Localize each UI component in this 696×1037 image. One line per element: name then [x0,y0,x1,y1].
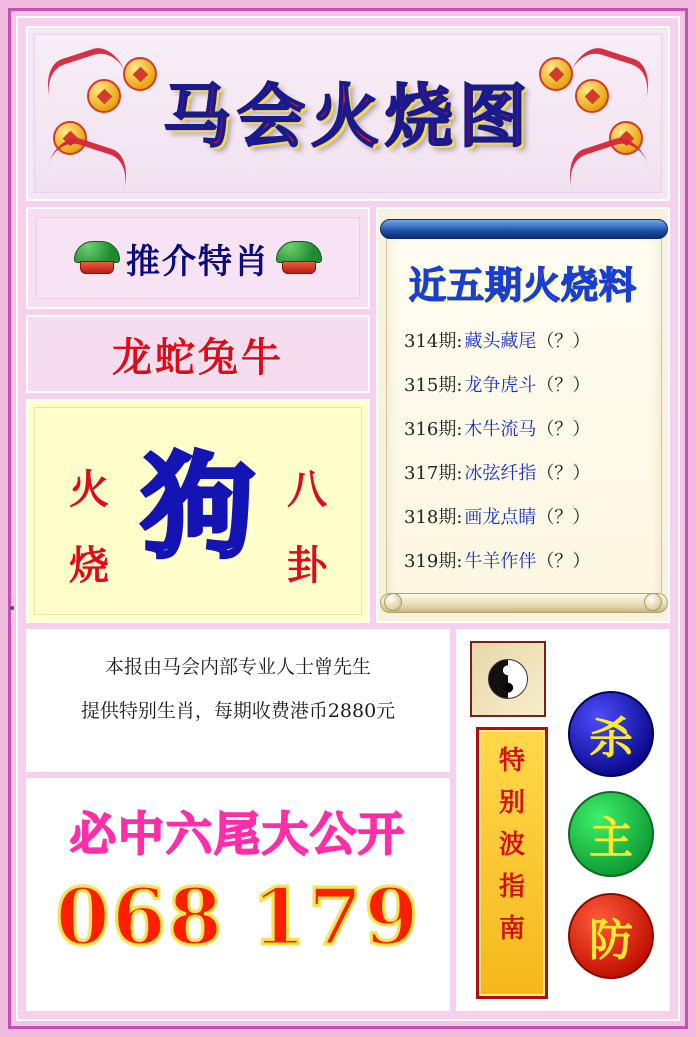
mushroom-icon [276,241,322,275]
recommend-label: 推介特肖 [126,241,270,282]
note-line-2: 提供特别生肖，每期收费港币2880元 [80,700,396,722]
scroll-title: 近五期火烧料 [409,263,637,307]
scroll-knob-left [384,593,402,611]
defend-button[interactable]: 防 [568,893,654,979]
issue-phrase: 龙争虎斗 [464,375,537,396]
huoshao-inner [34,407,362,615]
issue-number: 317期: [404,463,463,484]
issue-phrase: 藏头藏尾 [464,331,537,352]
issue-mark: （？） [536,551,591,572]
issue-mark: （？） [536,463,591,484]
issue-number: 316期: [404,419,463,440]
issue-phrase: 牛羊作伴 [464,551,537,572]
issue-mark: （？） [536,375,591,396]
lottery-number-left: 068 [55,872,225,963]
zodiac-section [26,315,370,393]
issue-mark: （？） [536,331,591,352]
note-section [26,629,450,772]
huoshao-right-bottom: 卦 [287,542,327,589]
issue-number: 315期: [404,375,463,396]
right-panel [456,629,670,1011]
lottery-section [26,778,450,1011]
zodiac-value: 龙蛇兔牛 [112,333,284,381]
title-banner-inner [34,34,662,193]
lottery-number-right: 179 [251,872,421,963]
list-item [404,415,650,441]
vbanner-char-1: 特 [498,746,525,776]
lottery-numbers [28,872,448,963]
scroll-rod-top [380,219,668,239]
list-item [404,459,650,485]
issue-mark: （？） [536,507,591,528]
scroll-list [404,327,650,591]
poster-content [24,24,672,1013]
huoshao-left-bottom: 烧 [69,542,109,589]
mushroom-icon [74,241,120,275]
vertical-banner [476,727,548,999]
list-item [404,327,650,353]
vertical-banner-text [479,740,545,950]
vbanner-char-2: 别 [498,788,525,818]
yin-yang-bagua-icon [470,641,546,717]
issue-mark: （？） [536,419,591,440]
recommend-section [26,207,370,309]
scroll-knob-right [644,593,662,611]
huoshao-left-top: 火 [69,466,109,513]
issue-number: 319期: [404,551,463,572]
huoshao-right-top: 八 [287,466,327,513]
note-text [28,645,448,733]
page-title: 马会火烧图 [162,77,533,157]
list-item [404,503,650,529]
scroll-rod-bottom [380,593,668,613]
kill-button[interactable]: 杀 [568,691,654,777]
main-button[interactable]: 主 [568,791,654,877]
issue-phrase: 木牛流马 [464,419,537,440]
issue-number: 318期: [404,507,463,528]
list-item [404,371,650,397]
lottery-title: 必中六尾大公开 [70,807,406,861]
title-banner [26,26,670,201]
huoshao-section [26,399,370,623]
vbanner-char-5: 南 [498,914,525,944]
issue-phrase: 冰弦纤指 [464,463,537,484]
list-item [404,547,650,573]
issue-number: 314期: [404,331,463,352]
scroll-section [376,207,670,623]
vbanner-char-4: 指 [498,872,525,902]
issue-phrase: 画龙点睛 [464,507,537,528]
huoshao-center-animal: 狗 [142,442,254,573]
recommend-inner [36,217,360,299]
note-line-1: 本报由马会内部专业人士曾先生 [104,656,371,678]
vbanner-char-3: 波 [498,830,525,860]
edge-dot [10,606,14,610]
